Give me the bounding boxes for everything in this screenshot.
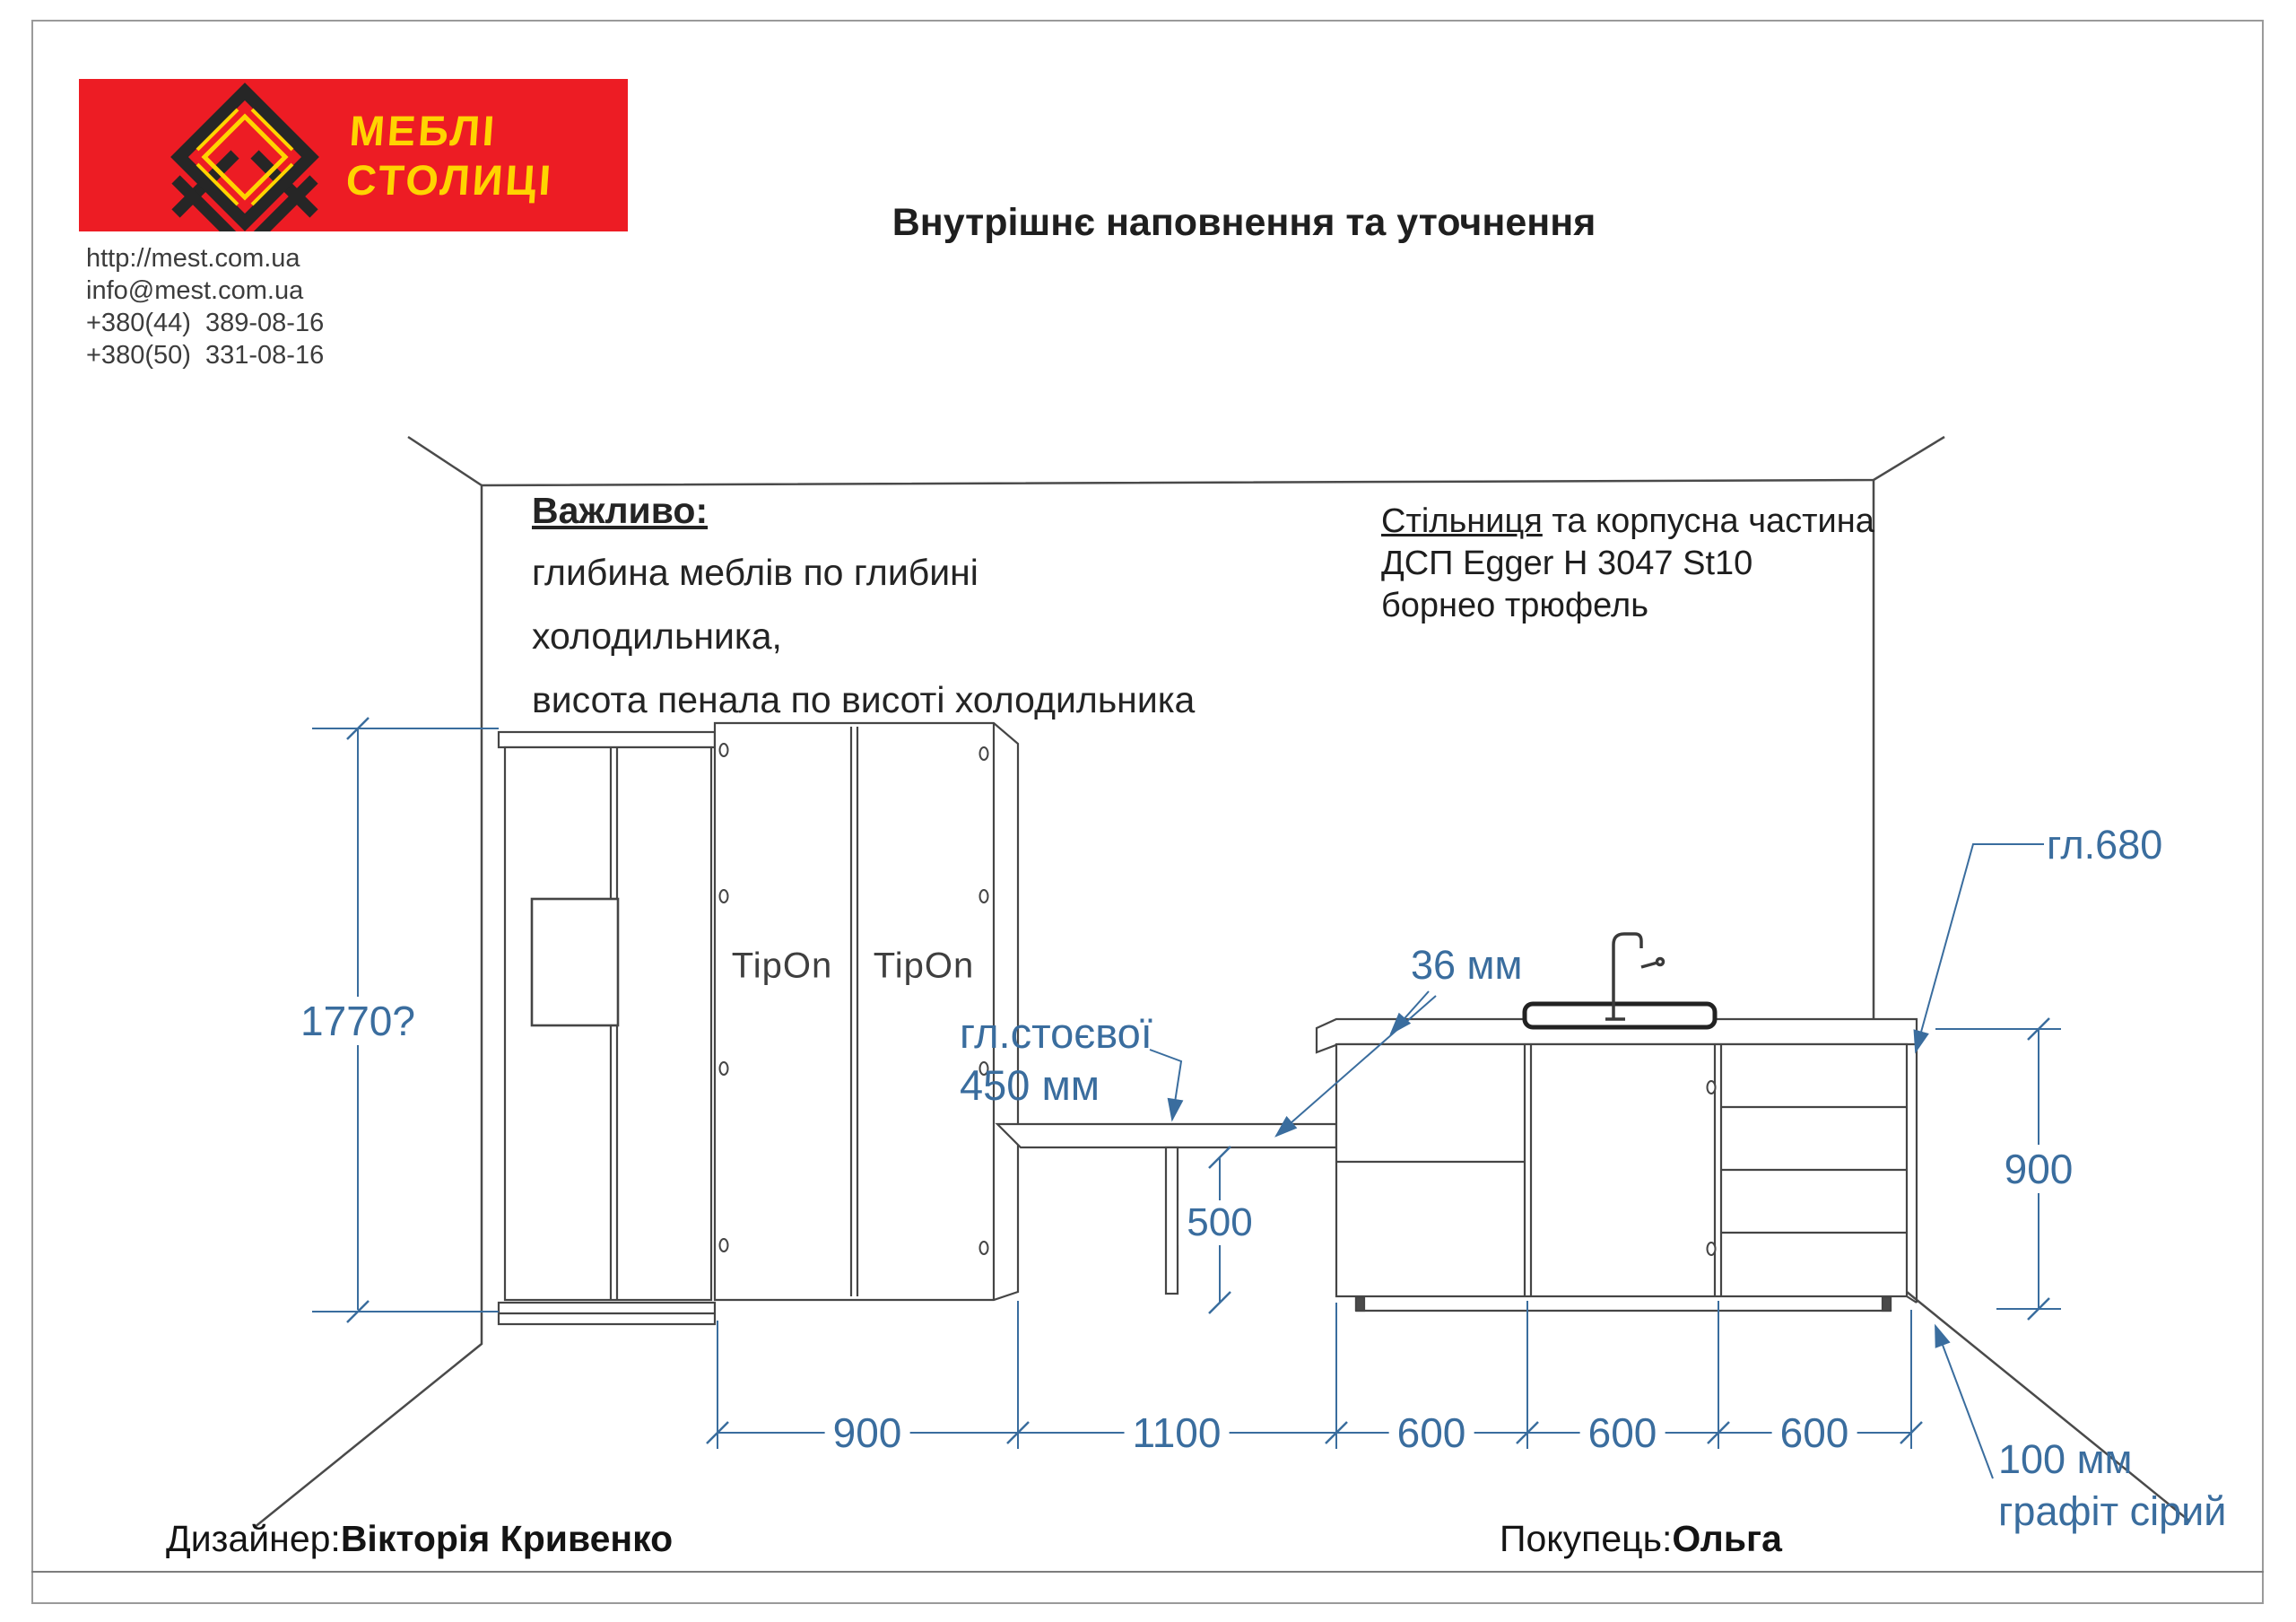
page-title: Внутрішнє наповнення та уточнення: [891, 201, 1596, 244]
bench: [997, 1124, 1336, 1294]
phone-1: +380(44) 389-08-16: [86, 309, 325, 337]
footer-divider: [31, 1571, 2264, 1573]
note-standing-depth-2: 450 мм: [960, 1061, 1100, 1109]
note-counter-depth: гл.680: [2047, 822, 2163, 868]
tipon-label-right-door: TipOn: [873, 946, 975, 986]
important-note-line: глибина меблів по глибині: [532, 552, 978, 593]
countertop-note-line1: [1381, 501, 1874, 543]
email-link[interactable]: info@mest.com.ua: [86, 276, 304, 305]
customer-label: Покупець:: [1500, 1518, 1673, 1559]
dim-fridge-height: 1770?: [292, 997, 423, 1045]
designer-entry: [166, 1518, 673, 1560]
base-cabinet: [1317, 1019, 1917, 1311]
dim-bottom-900: 900: [825, 1408, 910, 1457]
customer-name: Ольга: [1672, 1518, 1782, 1559]
fridge-dispenser: [532, 899, 618, 1025]
note-counter-thickness: 36 мм: [1411, 942, 1523, 988]
note-standing-depth-1: гл.стоєвої: [960, 1009, 1152, 1057]
customer-entry: [1500, 1518, 1782, 1560]
important-note-line: висота пенала по висоті холодильника: [532, 679, 1196, 720]
dim-base-height: 900: [1996, 1145, 2082, 1193]
website-link[interactable]: http://mest.com.ua: [86, 244, 300, 273]
countertop-note: [1381, 501, 1874, 627]
countertop-note-line2: ДСП Egger H 3047 St10: [1381, 545, 1753, 582]
plinth: [1356, 1296, 1891, 1311]
dim-bottom-600b: 600: [1580, 1408, 1665, 1457]
designer-name: Вікторія Кривенко: [340, 1518, 674, 1559]
countertop-word: Стільниця: [1381, 502, 1543, 540]
important-note-title: Важливо:: [532, 490, 709, 531]
tipon-label-left-door: TipOn: [731, 946, 833, 986]
important-note: [532, 490, 1195, 743]
brand-name: МЕБЛІ СТОЛИЦІ: [344, 107, 555, 204]
phone-2: +380(50) 331-08-16: [86, 341, 325, 370]
important-note-line: холодильника,: [532, 615, 782, 657]
dim-bottom-1100: 1100: [1125, 1408, 1230, 1457]
designer-label: Дизайнер:: [166, 1518, 341, 1559]
countertop-rest: та корпусна частина: [1542, 502, 1874, 540]
note-plinth-2: графіт сірий: [1998, 1488, 2227, 1534]
dim-bench-height: 500: [1178, 1200, 1260, 1245]
fridge: [499, 732, 715, 1324]
dim-bottom-600a: 600: [1389, 1408, 1474, 1457]
sink: [1525, 1004, 1715, 1027]
note-plinth-1: 100 мм: [1998, 1436, 2133, 1482]
dim-bottom-600c: 600: [1772, 1408, 1857, 1457]
countertop-note-line3: борнео трюфель: [1381, 587, 1648, 624]
